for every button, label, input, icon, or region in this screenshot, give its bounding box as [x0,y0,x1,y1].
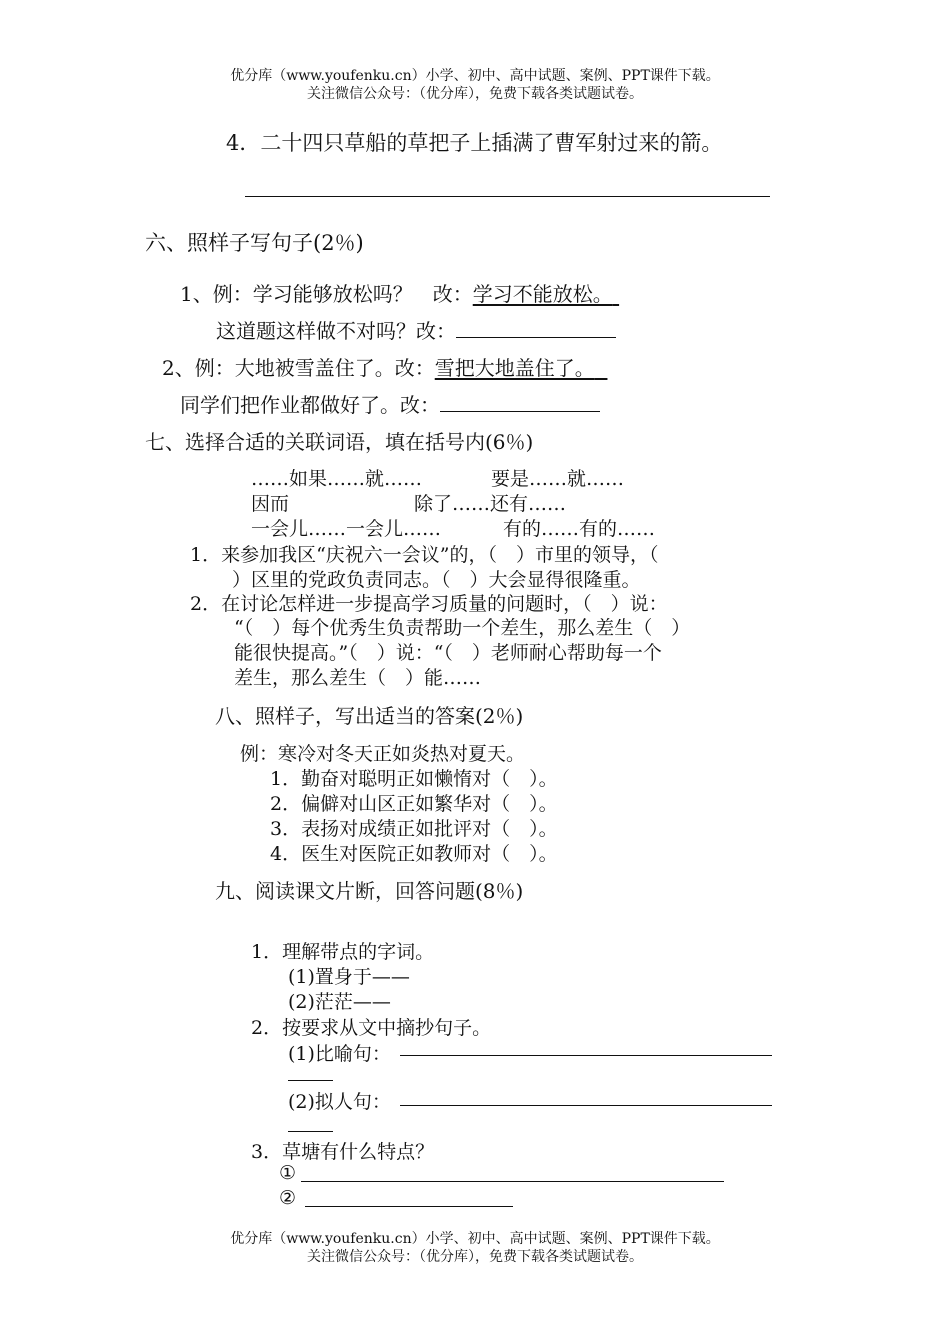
page-header-line2: 关注微信公众号：（优分库），免费下载各类试题试卷。 [307,86,643,102]
section-8-item: 4．医生对医院正如教师对（ ）。 [270,843,558,865]
section-6-question-1-text: 这道题这样做不对吗？改： [216,319,456,343]
connective-word: 一会儿……一会儿…… [251,518,442,540]
section-6-question-2-text: 同学们把作业都做好了。改： [180,393,440,417]
section-9-question-3b: ② [279,1187,297,1209]
section-9-question-1: 1．理解带点的字词。 [251,941,435,963]
section-9-question-1b: (2)茫茫—— [288,991,391,1013]
answer-line-simile-continued[interactable] [288,1080,333,1081]
section-8-item: 1．勤奋对聪明正如懒惰对（ ）。 [270,768,558,790]
section-6-answer-blank-2[interactable] [440,410,600,412]
connective-word: 因而 [251,493,290,515]
section-7-title: 七、选择合适的关联词语，填在括号内(6％) [145,430,534,454]
section-8-item: 3．表扬对成绩正如批评对（ ）。 [270,818,558,840]
connective-word: 要是……就…… [491,468,625,490]
section-7-question-1-line2: ）区里的党政负责同志。（ ）大会显得很隆重。 [232,569,641,591]
section-7-question-2-line4: 差生，那么差生（ ）能…… [234,667,482,689]
section-9-title: 九、阅读课文片断，回答问题(8％) [215,879,524,903]
section-9-question-2a: (1)比喻句： [288,1043,391,1065]
section-7-question-1-line1: 1．来参加我区“庆祝六一会议”的，（ ）市里的领导，（ [190,544,659,566]
section-6-example-2-prefix: 2、例：大地被雪盖住了。改： [162,356,435,380]
answer-line-simile[interactable] [400,1055,772,1056]
section-7-question-2-line2: “（ ）每个优秀生负责帮助一个差生，那么差生（ ） [234,617,691,639]
section-6-answer-blank-1[interactable] [456,336,616,338]
section-6-title: 六、照样子写句子(2％) [145,231,364,255]
answer-line-personification[interactable] [400,1105,772,1106]
section-8-example: 例：寒冷对冬天正如炎热对夏天。 [240,743,526,765]
section-6-example-2-answer: 雪把大地盖住了。 [434,356,595,380]
section-6-example-1-answer: 学习不能放松。 [472,282,613,306]
connective-word: ……如果……就…… [251,468,423,490]
section-6-example-2 [162,352,607,381]
section-9-question-3: 3．草塘有什么特点？ [251,1141,435,1163]
page-footer-line1: 优分库（www.youfenku.cn）小学、初中、高中试题、案例、PPT课件下载。 [230,1231,720,1247]
section-9-question-3a: ① [279,1162,297,1184]
section-6-question-1 [216,315,616,344]
answer-line-personification-continued[interactable] [288,1131,333,1132]
section-9-question-1a: (1)置身于—— [288,966,410,988]
section-9-question-2b: (2)拟人句： [288,1091,391,1113]
section-7-question-2-line3: 能很快提高。”（ ）说：“（ ）老师耐心帮助每一个 [234,642,662,664]
answer-line-feature-1[interactable] [301,1181,724,1182]
section-8-item: 2．偏僻对山区正如繁华对（ ）。 [270,793,558,815]
section-8-title: 八、照样子，写出适当的答案(2％) [215,704,524,728]
section-6-example-1-prefix: 1、例：学习能够放松吗？ 改： [180,282,473,306]
answer-line-feature-2[interactable] [305,1206,513,1207]
connective-word: 除了……还有…… [414,493,567,515]
question-5-4: 4．二十四只草船的草把子上插满了曹军射过来的箭。 [226,131,723,155]
section-6-question-2 [180,389,600,418]
section-9-question-2: 2．按要求从文中摘抄句子。 [251,1017,492,1039]
answer-line-5-4[interactable] [245,196,770,197]
page-footer-line2: 关注微信公众号：（优分库），免费下载各类试题试卷。 [307,1249,643,1265]
connective-word: 有的……有的…… [503,518,656,540]
section-6-example-1 [180,278,619,307]
section-7-question-2-line1: 2．在讨论怎样进一步提高学习质量的问题时，（ ）说： [190,593,668,615]
page-header-line1: 优分库（www.youfenku.cn）小学、初中、高中试题、案例、PPT课件下载。 [230,68,720,84]
